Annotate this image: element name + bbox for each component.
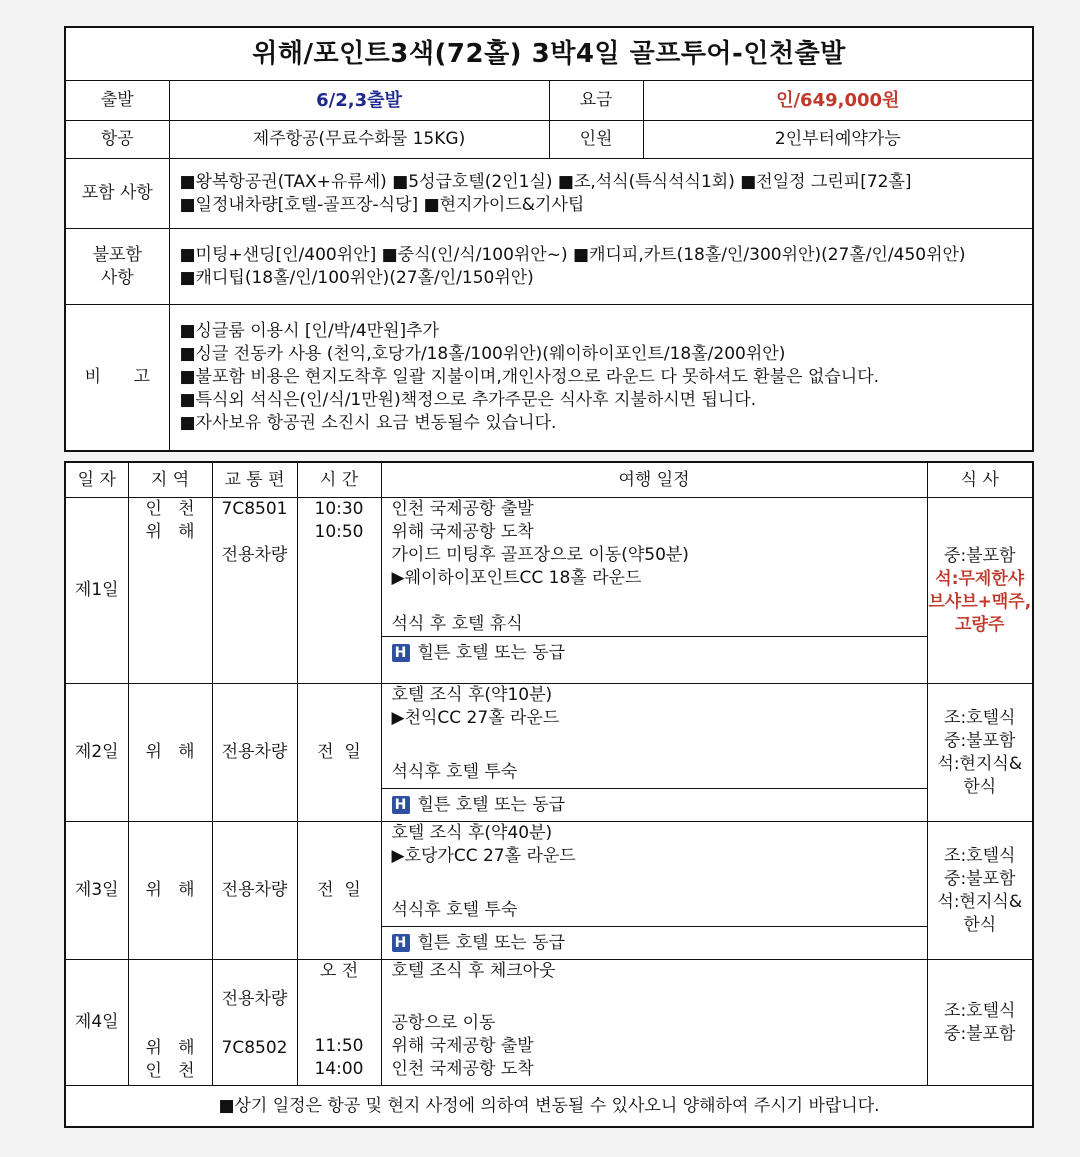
itinerary-row	[65, 684, 1033, 822]
hotel-text: 힐튼 호텔 또는 동급	[417, 794, 566, 815]
day-label: 제2일	[65, 684, 128, 822]
region-item: 인 천	[145, 499, 195, 519]
time-item: 14:00	[314, 1059, 364, 1079]
hotel-line	[382, 636, 927, 669]
header-time: 시 간	[297, 462, 381, 498]
plan-cell	[381, 684, 927, 822]
transport-cell	[212, 498, 297, 684]
exclude-list	[169, 229, 1033, 305]
plan-line: 공항으로 이동	[391, 1013, 496, 1033]
time-item: 전 일	[297, 822, 381, 960]
region-item: 인 천	[145, 1061, 195, 1081]
include-label: 포함 사항	[65, 159, 169, 229]
plan-line: 위해 국제공항 도착	[391, 522, 534, 542]
plan-line: ▶천익CC 27홀 라운드	[391, 708, 560, 728]
plan-line: 석식후 호텔 투숙	[391, 762, 518, 782]
plan-line: ▶웨이하이포인트CC 18홀 라운드	[391, 568, 642, 588]
hotel-icon: H	[392, 934, 410, 952]
plan-line: 석식 후 호텔 휴식	[391, 614, 523, 634]
time-item: 10:30	[314, 499, 364, 519]
hotel-line	[382, 926, 927, 959]
airline-label: 항공	[65, 121, 169, 159]
plan-line	[392, 983, 917, 1006]
airline-value: 제주항공(무료수화물 15KG)	[169, 121, 549, 159]
people-label: 인원	[549, 121, 643, 159]
people-value: 2인부터예약가능	[643, 121, 1033, 159]
transport-item: 7C8502	[221, 1037, 288, 1058]
meal-cell	[927, 498, 1033, 684]
plan-cell	[381, 498, 927, 684]
region-cell	[128, 960, 212, 1086]
transport-item: 전용차량	[212, 822, 297, 960]
include-line: ■왕복항공권(TAX+유류세) ■5성급호텔(2인1실) ■조,석식(특식석식1회) ■전일정 그린피[72홀]	[179, 171, 912, 192]
meal-special: 브샤브+맥주,	[928, 591, 1032, 612]
day-label: 제4일	[65, 960, 128, 1086]
plan-cell	[381, 960, 927, 1086]
exclude-label-line: 불포함	[92, 244, 142, 265]
hotel-text: 힐튼 호텔 또는 동급	[417, 932, 566, 953]
transport-item	[213, 521, 297, 544]
region-cell	[128, 498, 212, 684]
header-meal: 식 사	[927, 462, 1033, 498]
plan-line: 호텔 조식 후(약10분)	[391, 685, 553, 705]
time-item: 오 전	[319, 961, 359, 981]
header-transport: 교 통 편	[212, 462, 297, 498]
region-item: 위 해	[128, 684, 212, 822]
exclude-line: ■캐디팁(18홀/인/100위안)(27홀/인/150위안)	[179, 267, 534, 288]
plan-line	[392, 868, 917, 891]
plan-line: 인천 국제공항 도착	[391, 1059, 534, 1079]
meal-item: 중:불포함	[944, 730, 1016, 751]
footer-note: ■상기 일정은 항공 및 현지 사정에 의하여 변동될 수 있사오니 양해하여 주시기 바랍니다.	[65, 1086, 1033, 1128]
meal-special: 석:무제한샤	[935, 568, 1025, 589]
transport-item: 전용차량	[221, 545, 288, 565]
meal-item: 석:현지식&	[937, 891, 1023, 912]
transport-item: 7C8501	[221, 499, 288, 519]
price-value: 인/649,000원	[643, 81, 1033, 121]
plan-cell	[381, 822, 927, 960]
header-day: 일 자	[65, 462, 128, 498]
header-region: 지 역	[128, 462, 212, 498]
plan-line: 가이드 미팅후 골프장으로 이동(약50분)	[391, 545, 689, 565]
plan-line: 석식후 호텔 투숙	[391, 900, 518, 920]
meal-item: 중:불포함	[944, 545, 1016, 566]
transport-item: 전용차량	[221, 988, 288, 1009]
region-item: 위 해	[145, 522, 195, 542]
time-cell	[297, 498, 381, 684]
meal-cell	[927, 822, 1033, 960]
plan-line	[392, 590, 917, 613]
time-cell	[297, 960, 381, 1086]
exclude-label	[65, 229, 169, 305]
meal-item: 조:호텔식	[944, 845, 1016, 866]
include-list	[169, 159, 1033, 229]
plan-line: 호텔 조식 후 체크아웃	[391, 961, 556, 981]
note-line: ■싱글룸 이용시 [인/박/4만원]추가	[179, 320, 439, 341]
note-list	[169, 305, 1033, 451]
note-line: ■싱글 전동카 사용 (천익,호당가/18홀/100위안)(웨이하이포인트/18홀/200위안)	[179, 343, 786, 364]
price-label: 요금	[549, 81, 643, 121]
meal-item: 중:불포함	[944, 868, 1016, 889]
plan-line: 인천 국제공항 출발	[391, 499, 534, 519]
meal-item: 한식	[963, 776, 997, 797]
itinerary-row	[65, 960, 1033, 1086]
page-title: 위해/포인트3색(72홀) 3박4일 골프투어-인천출발	[65, 27, 1033, 81]
region-item: 위 해	[128, 822, 212, 960]
meal-cell	[927, 684, 1033, 822]
meal-item: 조:호텔식	[944, 707, 1016, 728]
time-item: 10:50	[314, 522, 364, 542]
transport-cell	[212, 960, 297, 1086]
region-item: 위 해	[145, 1038, 195, 1058]
time-item: 전 일	[297, 684, 381, 822]
note-line: ■특식외 석식은(인/식/1만원)책정으로 추가주문은 식사후 지불하시면 됩니다.	[179, 389, 757, 410]
meal-item: 석:현지식&	[937, 753, 1023, 774]
hotel-line	[382, 788, 927, 821]
day-label: 제1일	[65, 498, 128, 684]
include-line: ■일정내차량[호텔-골프장-식당] ■현지가이드&기사팁	[179, 194, 585, 215]
itinerary-row	[65, 498, 1033, 684]
meal-cell	[927, 960, 1033, 1086]
meal-special: 고량주	[955, 614, 1005, 635]
day-label: 제3일	[65, 822, 128, 960]
plan-line: ▶호당가CC 27홀 라운드	[391, 846, 576, 866]
note-label: 비 고	[65, 305, 169, 451]
exclude-label-line: 사항	[100, 267, 134, 288]
note-line: ■불포함 비용은 현지도착후 일괄 지불이며,개인사정으로 라운드 다 못하셔도 환불은 없습니다.	[179, 366, 880, 387]
meal-item: 한식	[963, 914, 997, 935]
meal-item: 조:호텔식	[944, 1000, 1016, 1021]
plan-line	[392, 730, 917, 753]
departure-value: 6/2,3출발	[169, 81, 549, 121]
note-line: ■자사보유 항공권 소진시 요금 변동될수 있습니다.	[179, 412, 557, 433]
hotel-text: 힐튼 호텔 또는 동급	[417, 642, 566, 663]
transport-item: 전용차량	[212, 684, 297, 822]
tour-summary-table	[64, 26, 1034, 452]
header-plan: 여행 일정	[381, 462, 927, 498]
time-item: 11:50	[314, 1036, 364, 1056]
itinerary-table	[64, 461, 1034, 1128]
hotel-icon: H	[392, 796, 410, 814]
exclude-line: ■미팅+샌딩[인/400위안] ■중식(인/식/100위안~) ■캐디피,카트(18홀/인/300위안)(27홀/인/450위안)	[179, 244, 966, 265]
meal-item: 중:불포함	[944, 1023, 1016, 1044]
plan-line: 호텔 조식 후(약40분)	[391, 823, 553, 843]
hotel-icon: H	[392, 644, 410, 662]
departure-label: 출발	[65, 81, 169, 121]
plan-line: 위해 국제공항 출발	[391, 1036, 534, 1056]
itinerary-row	[65, 822, 1033, 960]
